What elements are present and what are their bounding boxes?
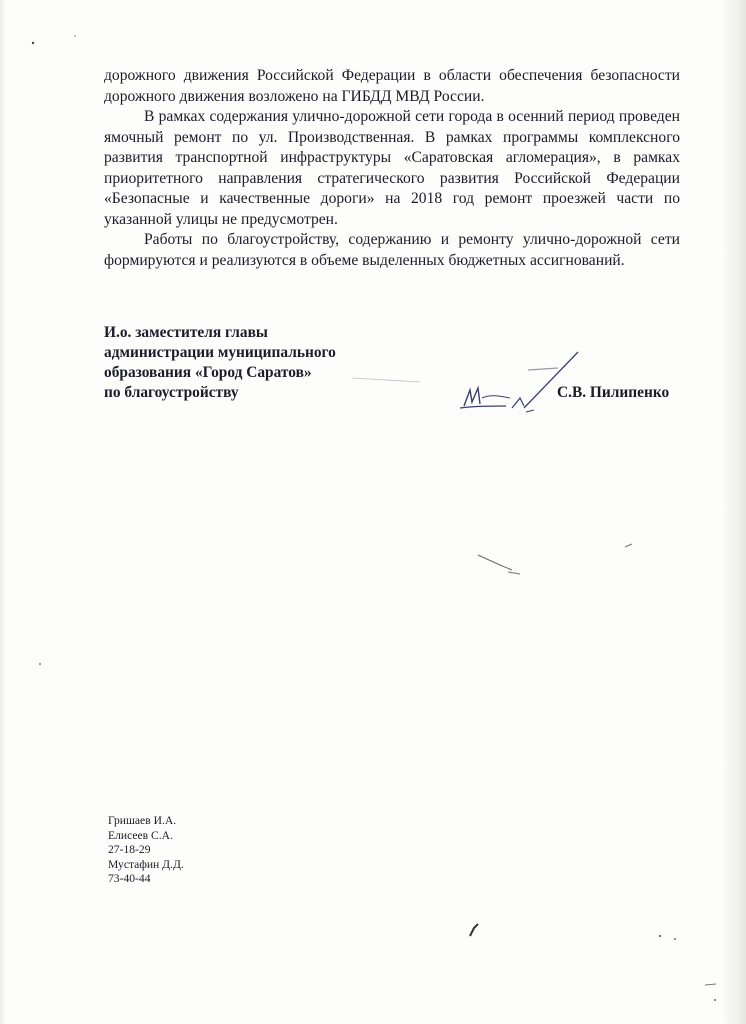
- signatory-position-line-4: по благоустройству: [104, 384, 239, 401]
- body-paragraph-1: дорожного движения Российской Федерации в области обеспечения безопасности дорожного движения возложено на ГИБДД МВД России.: [104, 67, 680, 105]
- paper-edge-right: [724, 0, 746, 1024]
- executors-block: [108, 814, 184, 887]
- body-paragraph-3: Работы по благоустройству, содержанию и ремонту улично-дорожной сети формируются и реализуются в объеме выделенных бюджетных ассигнований.: [104, 231, 680, 269]
- executor-line-3: 27-18-29: [108, 843, 151, 856]
- executor-line-2: Елисеев С.А.: [108, 828, 173, 842]
- paper-edge-left: [0, 0, 6, 1024]
- letter-body: [104, 66, 680, 271]
- signatory-position-line-3: образования «Город Саратов»: [104, 364, 312, 381]
- executor-line-5: 73-40-44: [108, 872, 151, 885]
- signatory-position-line-1: И.о. заместителя главы: [104, 324, 268, 341]
- signatory-position: [104, 323, 336, 403]
- signatory-name: С.В. Пилипенко: [557, 384, 670, 401]
- body-paragraph-2: В рамках содержания улично-дорожной сети города в осенний период проведен ямочный ремонт по ул. Производственная. В рамках программы комплексного развития транспортной инфраструктуры «Саратовская агломерация», в рамках приоритетного направления стратегического развития Российской Федерации «Безопасные и качественные дороги» на 2018 год ремонт проезжей части по указанной улицы не предусмотрен.: [104, 108, 680, 228]
- handwritten-signature: [450, 342, 590, 422]
- executor-line-1: Гришаев И.А.: [108, 814, 177, 827]
- signatory-position-line-2: администрации муниципального: [104, 344, 336, 361]
- executor-line-4: Мустафин Д.Д.: [108, 857, 184, 871]
